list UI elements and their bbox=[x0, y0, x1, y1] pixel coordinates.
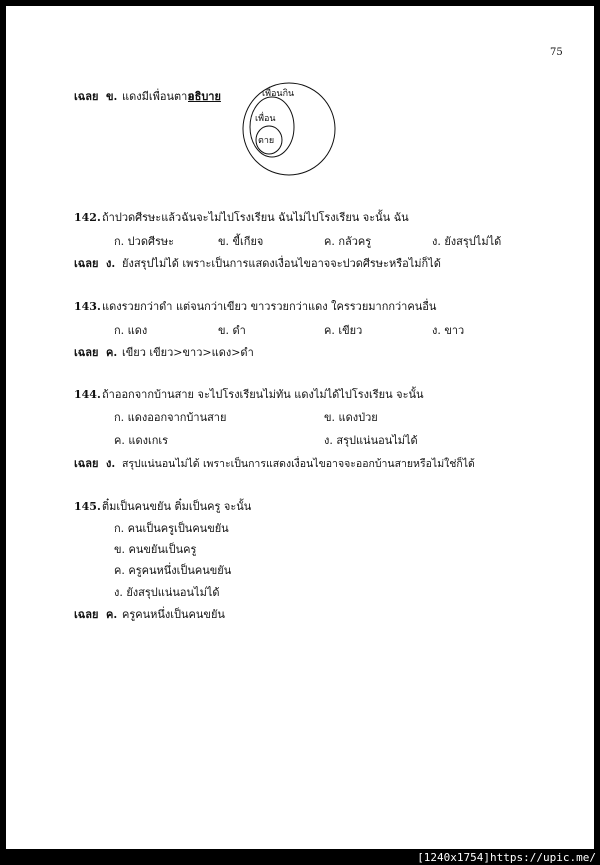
venn-label-outer: เพื่อนกิน bbox=[262, 89, 295, 99]
explain-label: อธิบาย bbox=[188, 90, 221, 103]
option-142-c: ค. กลัวครู bbox=[324, 235, 372, 248]
option-144-b: ข. แดงป่วย bbox=[324, 411, 378, 424]
question-text-142: ถ้าปวดศีรษะแล้วฉันจะไม่ไปโรงเรียน ฉันไม่ไปโรงเรียน จะนั้น ฉัน bbox=[102, 211, 409, 224]
answer-label-145: เฉลย bbox=[74, 608, 99, 621]
document-page bbox=[6, 6, 594, 849]
page-number: 75 bbox=[550, 47, 563, 58]
answer-choice-144: ง. bbox=[106, 457, 116, 470]
option-143-a: ก. แดง bbox=[114, 324, 148, 337]
answer-label-143: เฉลย bbox=[74, 346, 99, 359]
option-145-a: ก. คนเป็นครูเป็นคนขยัน bbox=[114, 522, 229, 535]
question-number-143: 143. bbox=[74, 300, 101, 313]
answer-choice-141: ข. bbox=[106, 90, 118, 103]
option-142-a: ก. ปวดศีรษะ bbox=[114, 235, 175, 248]
answer-choice-142: ง. bbox=[106, 257, 116, 270]
option-142-b: ข. ขี้เกียจ bbox=[218, 235, 264, 248]
answer-text-145: ครูคนหนึ่งเป็นคนขยัน bbox=[122, 608, 225, 621]
venn-middle-circle bbox=[250, 97, 294, 157]
question-number-145: 145. bbox=[74, 500, 101, 513]
option-143-c: ค. เขียว bbox=[324, 324, 363, 337]
answer-text-142: ยังสรุปไม่ได้ เพราะเป็นการแสดงเงื่อนไขอาจจะปวดศีรษะหรือไม่ก็ได้ bbox=[122, 257, 441, 270]
option-144-d: ง. สรุปแน่นอนไม่ได้ bbox=[324, 434, 418, 447]
answer-choice-143: ค. bbox=[106, 346, 118, 359]
option-145-d: ง. ยังสรุปแน่นอนไม่ได้ bbox=[114, 586, 220, 599]
answer-text-143: เขียว เขียว>ขาว>แดง>ดำ bbox=[122, 346, 254, 359]
answer-text-144: สรุปแน่นอนไม่ได้ เพราะเป็นการแสดงเงื่อนไขอาจจะออกบ้านสายหรือไม่ใช่ก็ได้ bbox=[122, 458, 475, 470]
option-145-b: ข. คนขยันเป็นครู bbox=[114, 543, 197, 556]
answer-text-141: แดงมีเพื่อนตาย bbox=[122, 90, 194, 103]
answer-label-141: เฉลย bbox=[74, 90, 99, 103]
question-text-145: ติ๋มเป็นคนขยัน ติ๋มเป็นครู จะนั้น bbox=[102, 500, 252, 513]
venn-label-middle: เพื่อน bbox=[255, 114, 276, 124]
option-143-b: ข. ดำ bbox=[218, 324, 246, 337]
option-142-d: ง. ยังสรุปไม่ได้ bbox=[432, 235, 502, 248]
answer-label-142: เฉลย bbox=[74, 257, 99, 270]
answer-choice-145: ค. bbox=[106, 608, 118, 621]
question-text-144: ถ้าออกจากบ้านสาย จะไปโรงเรียนไม่ทัน แดงไม่ได้ไปโรงเรียน จะนั้น bbox=[102, 388, 424, 401]
option-144-a: ก. แดงออกจากบ้านสาย bbox=[114, 411, 227, 424]
question-number-144: 144. bbox=[74, 388, 101, 401]
question-text-143: แดงรวยกว่าดำ แต่จนกว่าเขียว ขาวรวยกว่าแดง ใครรวยมากกว่าคนอื่น bbox=[102, 300, 437, 313]
option-144-c: ค. แดงเกเร bbox=[114, 434, 169, 447]
venn-label-inner: ตาย bbox=[258, 136, 275, 146]
answer-label-144: เฉลย bbox=[74, 457, 99, 470]
option-143-d: ง. ขาว bbox=[432, 324, 465, 337]
image-host-footer: [1240x1754]https://upic.me/ bbox=[417, 851, 596, 864]
option-145-c: ค. ครูคนหนึ่งเป็นคนขยัน bbox=[114, 564, 232, 577]
question-number-142: 142. bbox=[74, 211, 101, 224]
